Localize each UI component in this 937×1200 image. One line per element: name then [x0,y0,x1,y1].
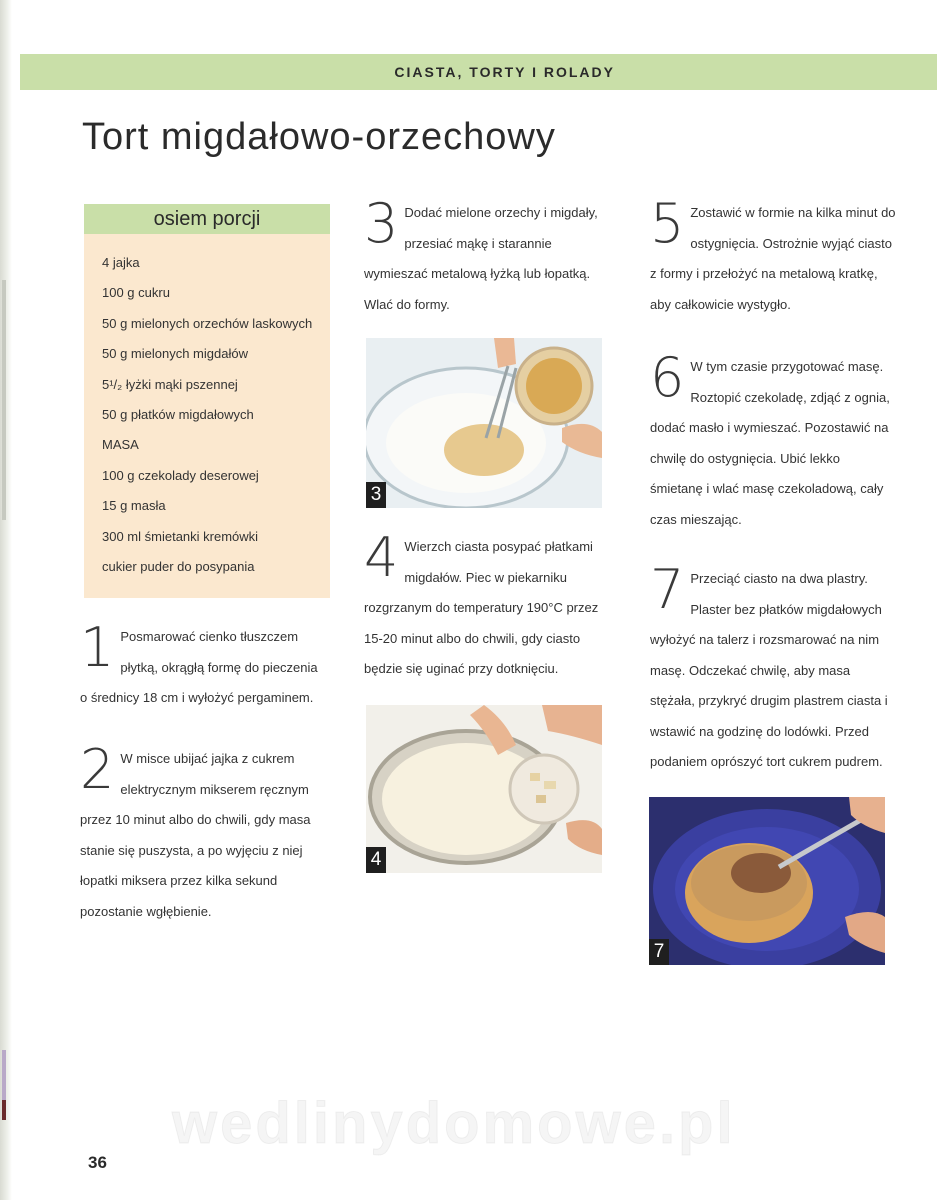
spine-mark [2,1100,6,1120]
photo-label: 3 [366,482,386,508]
recipe-title: Tort migdałowo-orzechowy [82,116,556,158]
watermark: wedlinydomowe.pl [172,1091,736,1156]
step-text: W tym czasie przygotować masę. Roztopić czekoladę, zdjąć z ognia, dodać masło i wymieszać. Pozostawić na chwilę do ostygnięcia. Ubić lekko śmietanę i wlać masę czekoladową, cały czas mieszając. [650,359,890,527]
step-number: 6 [650,346,685,409]
section-title: CIASTA, TORTY I ROLADY [394,64,615,80]
ingredient-item: 4 jajka [102,255,140,270]
ingredient-item: 50 g mielonych orzechów laskowych [102,315,313,331]
step-text: Dodać mielone orzechy i migdały, przesiać mąkę i starannie wymieszać metalową łyżką lub łopatką. Wlać do formy. [364,205,598,312]
step-text: Przeciąć ciasto na dwa plastry. Plaster bez płatków migdałowych wyłożyć na talerz i rozsmarować na nim masę. Odczekać chwilę, aby masa stężała, przykryć drugim plastrem ciasta i wstawić na godzinę do lodówki. Przed podaniem oprószyć tort cukrem pudrem. [650,571,888,769]
step-number: 3 [364,192,399,255]
photo-label: 4 [366,847,386,873]
step-text: Posmarować cienko tłuszczem płytką, okrągłą formę do pieczenia o średnicy 18 cm i wyłożyć pergaminem. [80,629,318,705]
book-page [12,0,937,1200]
step-5 [650,192,896,320]
ingredient-item: 15 g masła [102,498,166,514]
ingredients-list [102,248,312,582]
step-4-photo [366,705,602,873]
step-text: Zostawić w formie na kilka minut do ostygnięcia. Ostrożnie wyjąć ciasto z formy i przełożyć na metalową kratkę, aby całkowicie wystygło. [650,205,896,312]
book-spine [0,0,12,1200]
step-6 [650,346,896,535]
ingredient-item: 100 g czekolady deserowej [102,467,259,483]
page-number: 36 [88,1153,107,1172]
step-2 [80,738,320,927]
step-3 [364,192,612,320]
spine-shadow [2,280,6,520]
step-number: 4 [364,526,399,589]
ingredients-header [84,204,330,234]
ingredient-item: 5¹/₂ łyżki mąki pszennej [102,376,238,392]
step-number: 1 [80,616,115,679]
step-7 [650,558,896,778]
servings-heading: osiem porcji [153,208,261,230]
ingredient-item: 50 g mielonych migdałów [102,346,248,362]
step-3-photo [366,338,602,508]
step-number: 7 [650,558,685,621]
ingredient-subheading: MASA [102,437,139,453]
photo-label: 7 [649,939,669,965]
step-number: 5 [650,192,685,255]
ingredient-item: cukier puder do posypania [102,559,255,575]
ingredient-item: 100 g cukru [102,285,170,301]
step-text: Wierzch ciasta posypać płatkami migdałów. Piec w piekarniku rozgrzanym do temperatury 190°C przez 15-20 minut albo do chwili, gdy ciasto będzie się uginać przy dotknięciu. [364,539,599,676]
step-4 [364,526,612,685]
ingredient-item: 50 g płatków migdałowych [102,407,254,423]
ingredient-item: 300 ml śmietanki kremówki [102,528,259,544]
step-number: 2 [80,738,115,801]
ingredients-box [84,204,330,598]
step-7-photo [649,797,885,965]
step-text: W misce ubijać jajka z cukrem elektrycznym mikserem ręcznym przez 10 minut albo do chwili, gdy masa stanie się puszysta, a po wyjęciu z niej łopatki miksera przez kilka sekund pozostanie wgłębienie. [80,751,311,919]
step-1 [80,616,320,714]
